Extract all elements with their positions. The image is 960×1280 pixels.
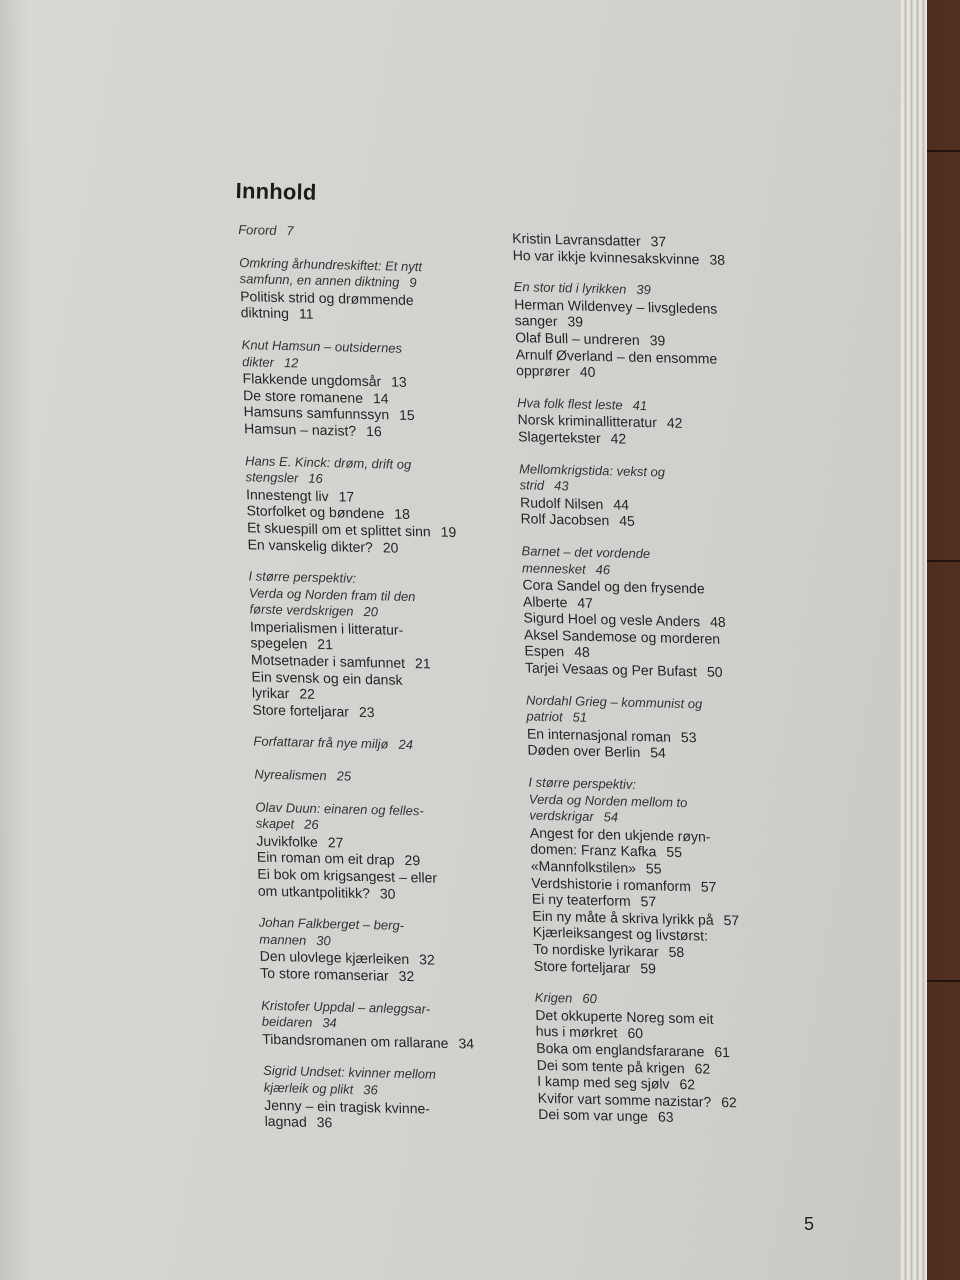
toc-page-number: 54 [603,809,619,825]
toc-page-number: 57 [723,911,740,929]
toc-entry-title: Olav Duun: einaren og felles- [255,799,424,818]
toc-entry-title: verdskrigar [529,807,594,825]
toc-entry-title: Herman Wildenvey – livsgledens [513,295,718,317]
toc-entry-title: Mellomkrigstida: vekst og [518,460,666,480]
toc-page-number: 27 [327,834,344,851]
toc-entry-title: stengsler [245,469,299,486]
toc-page-number: 16 [365,422,382,440]
toc-page-number: 36 [363,1081,378,1098]
toc-entry-title: Innestengt liv [245,485,329,504]
toc-page-number: 37 [650,233,667,250]
toc-entry-title: skapet [255,815,295,832]
toc-page-number: 57 [640,893,657,910]
toc-entry-title: Storfolket og bøndene [246,502,385,522]
toc-page-number: 7 [286,223,294,239]
toc-entry-title: opprører [515,362,571,380]
toc-entry-title: Arnulf Øverland – den ensomme [515,345,718,367]
toc-entry-title: Sigurd Hoel og vesle Anders [523,609,701,630]
toc-page-number: 60 [582,990,598,1007]
toc-page-number: 55 [645,860,662,877]
toc-entry-title: mennesket [521,559,586,577]
page-number: 5 [804,1214,815,1234]
toc-page-number: 21 [317,636,334,653]
toc-entry-title: Verda og Norden mellom to [528,791,688,810]
toc-page-number: 55 [666,844,683,861]
toc-entry-title: Ei bok om krigsangest – eller [257,865,438,886]
toc-page-number: 23 [358,703,375,721]
toc-page-number: 26 [303,816,319,833]
toc-page-number: 18 [394,505,411,523]
toc-entry-title: Ein svensk og ein dansk [251,668,403,688]
toc-page-number: 30 [379,884,396,902]
toc-page-number: 24 [398,737,414,753]
toc-page-number: 21 [414,655,431,672]
toc-entry-title: Hamsuns samfunnssyn [243,403,390,423]
toc-entry-title: Ei ny teaterform [531,890,631,910]
toc-entry-title: Dei som tente på krigen [536,1056,685,1076]
toc-entry-title: spegelen [250,634,308,653]
toc-entry-title: De store romanene [242,386,364,406]
toc-page-number: 41 [632,397,648,413]
toc-page-number: 54 [649,744,667,762]
toc-entry-title: samfunn, en annen diktning [239,271,400,290]
toc-page-number: 61 [714,1043,731,1061]
toc-entry-title: Kjærleiksangest og livstørst: [532,924,709,945]
toc-page-number: 22 [299,685,316,703]
toc-entry-title: Espen [524,642,565,660]
toc-page-number: 20 [363,604,379,620]
toc-page-number: 48 [709,613,726,631]
toc-page-number: 20 [382,538,399,556]
toc-page-number: 50 [706,663,723,680]
toc-page-number: 59 [640,959,657,977]
toc-entry-title: Kristin Lavransdatter [512,230,641,249]
toc-page-number: 15 [398,407,415,424]
toc-entry-title: første verdskrigen [249,601,354,620]
toc-entry-title: patriot [526,708,563,725]
toc-entry-title: Døden over Berlin [527,741,641,761]
toc-page-number: 30 [316,932,331,949]
toc-entry-title: Kristofer Uppdal – anleggsar- [261,997,431,1017]
toc-entry-title: Ho var ikkje kvinnesakskvinne [512,246,700,267]
toc-page-number: 34 [458,1034,475,1052]
toc-page-number: 62 [694,1059,711,1077]
toc-entry-title: Hva folk flest leste [516,394,623,413]
toc-page-number: 45 [619,512,636,530]
toc-entry-title: «Mannfolkstilen» [530,857,637,876]
toc-entry-title: Et skuespill om et splittet sinn [246,519,431,540]
toc-page-number: 46 [595,561,611,577]
toc-entry-title: Alberte [522,593,568,611]
toc-entry-title: Sigrid Undset: kvinner mellom [262,1063,437,1083]
toc-entry-title: Kvifor vart somme nazistar? [537,1089,712,1110]
toc-page-number: 36 [316,1114,333,1131]
toc-entry-title: Juvikfolke [256,832,319,850]
toc-entry-title: I større perspektiv: [528,774,637,792]
toc-entry-title: Knut Hamsun – outsidernes [241,337,403,356]
toc-page-number: 39 [649,332,666,349]
toc-page-number: 16 [308,470,323,487]
toc-entry-title: Dei som var unge [538,1106,649,1125]
toc-entry-title: domen: Franz Kafka [530,840,657,860]
toc-page-number: 42 [610,430,627,447]
toc-page-number: 13 [390,373,407,391]
toc-page-number: 32 [418,951,435,969]
toc-page-number: 63 [657,1108,674,1126]
toc-entry-title: Omkring århundreskiftet: Et nytt [238,254,423,274]
toc-page-number: 40 [579,363,596,381]
toc-entry-title: Ein roman om eit drap [256,848,395,869]
toc-entry-title: Olaf Bull – undreren [514,329,640,348]
toc-page-number: 29 [404,852,421,869]
toc-page-number: 25 [336,768,352,784]
toc-entry-title: Jenny – ein tragisk kvinne- [263,1096,431,1117]
toc-page-number: 38 [709,251,726,268]
toc-entry-title: Norsk kriminallitteratur [517,411,658,431]
toc-page-number: 17 [338,488,355,505]
toc-page-number: 39 [567,313,584,331]
toc-entry-title: lyrikar [251,684,290,702]
toc-page-number: 51 [572,709,588,726]
toc-entry-title: lagnad [264,1112,307,1130]
toc-entry-title: I kamp med seg sjølv [537,1072,670,1092]
toc-page-number: 34 [322,1015,338,1031]
toc-entry-title: I større perspektiv: [248,568,357,586]
toc-entry-title: Store forteljarar [252,701,350,720]
toc-entry-title: diktning [240,304,290,322]
toc-entry-title: Slagertekster [517,428,601,447]
toc-entry-title: Rudolf Nilsen [519,493,604,512]
toc-page-number: 48 [573,643,590,661]
toc-column-right [512,230,838,1130]
toc-page-number: 44 [613,496,630,513]
toc-entry-title: Krigen [534,989,573,1006]
toc-page-number: 43 [553,478,569,494]
toc-entry-title: Nordahl Grieg – kommunist og [525,692,703,712]
toc-entry-title: Cora Sandel og den frysende [522,576,705,597]
toc-page-number: 57 [700,878,717,895]
toc-entry-title: om utkantpolitikk? [257,882,371,901]
toc-page-number: 14 [372,389,389,407]
toc-page-number: 12 [283,354,299,370]
toc-entry-title: Ein ny måte å skriva lyrikk på [532,907,714,928]
toc-entry-title: Hamsun – nazist? [243,420,357,439]
toc-page-number: 62 [679,1076,696,1093]
toc-entry-title: kjærleik og plikt [263,1079,354,1097]
toc-entry-title: Det okkuperte Noreg som eit [535,1006,714,1027]
toc-entry-title: Aksel Sandemose og morderen [523,626,721,647]
toc-page-number: 11 [298,305,314,323]
toc-entry-title: To nordiske lyrikarar [533,940,659,960]
toc-entry-title: Forfattarar frå nye miljø [253,733,389,752]
toc-entry-title: Motsetnader i samfunnet [250,651,406,671]
toc-entry-title: Angest for den ukjende røyn- [529,824,711,845]
toc-entry-title: En stor tid i lyrikken [513,279,627,297]
toc-page-number: 62 [720,1093,738,1111]
toc-page-number: 42 [666,414,683,432]
toc-entry-title: Forord [238,222,277,238]
toc-entry-title: Boka om englandsfararane [536,1039,705,1060]
toc-entry-title: Tarjei Vesaas og Per Bufast [524,659,698,680]
page-title: Innhold [235,178,317,205]
toc-page-number: 58 [668,943,685,961]
toc-entry-title: Flakkende ungdomsår [242,370,382,390]
toc-entry-title: Verdshistorie i romanform [531,874,692,894]
toc-entry-title: Nyrealismen [254,766,327,784]
toc-entry-title: mannen [259,931,307,948]
toc-entry-title: Imperialismen i litteratur- [249,618,404,638]
toc-entry-title: Rolf Jacobsen [520,510,610,529]
toc-page-number: 19 [440,523,457,540]
toc-entry-title: Politisk strid og drømmende [239,287,414,308]
toc-entry-title: Store forteljarar [533,957,631,976]
toc-entry-title: Johan Falkberget – berg- [258,914,405,934]
toc-entry-title: Barnet – det vordende [521,543,651,562]
toc-entry-title: sanger [514,312,558,330]
toc-entry-title: En vanskelig dikter? [247,535,374,555]
toc-page-number: 53 [680,728,697,746]
toc-entry-title: Tibandsromanen om rallarane [261,1030,449,1051]
toc-entry-title: strid [519,477,545,493]
toc-entry-title: Hans E. Kinck: drøm, drift og [244,452,412,472]
toc-page-number: 60 [627,1025,644,1042]
toc-page-number: 32 [398,967,415,985]
toc-entry-title: En internasjonal roman [526,725,672,745]
toc-entry-title: dikter [241,353,275,370]
toc-entry-title: hus i mørkret [535,1023,618,1041]
toc-entry-title: Den ulovlege kjærleiken [259,948,410,968]
toc-page-number: 39 [636,282,652,298]
toc-page-number: 9 [409,275,417,291]
toc-entry-title: Verda og Norden fram til den [248,585,416,604]
toc-entry-title: To store romanseriar [260,964,389,984]
toc-entry-title: beidaren [261,1013,313,1031]
toc-page-number: 47 [577,594,594,611]
